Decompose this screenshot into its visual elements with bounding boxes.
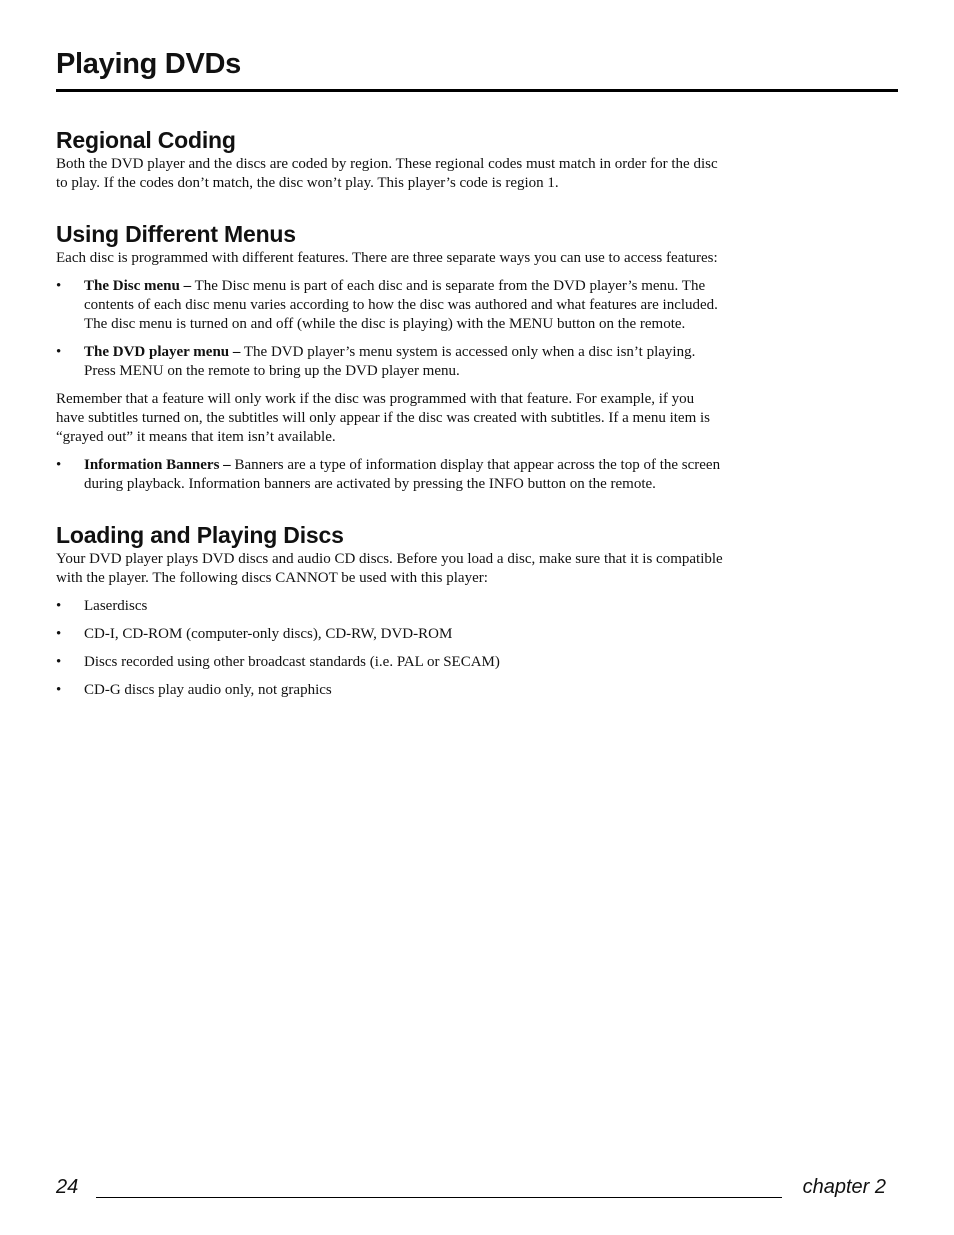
list-item bbox=[56, 653, 724, 672]
section-heading: Regional Coding bbox=[56, 127, 236, 153]
section-loading-discs bbox=[56, 521, 724, 700]
list-item-text: The Disc menu is part of each disc and is separate from the DVD player’s menu. The contents of each disc menu varies according to how the disc was authored and what features are included. The disc menu is turned on and off (while the disc is playing) with the MENU button on the remote. bbox=[84, 278, 718, 332]
list-item bbox=[56, 343, 724, 381]
list-item bbox=[56, 681, 724, 700]
bullet-glyph: • bbox=[56, 278, 62, 294]
list-item-term: The Disc menu – bbox=[84, 278, 192, 294]
list-item-text: The DVD player’s menu system is accessed only when a disc isn’t playing. Press MENU on the remote to bring up the DVD player menu. bbox=[84, 344, 696, 379]
section-using-menus bbox=[56, 220, 724, 494]
bullet-glyph: • bbox=[56, 457, 62, 473]
bullet-glyph: • bbox=[56, 654, 62, 670]
list-item-text: Discs recorded using other broadcast standards (i.e. PAL or SECAM) bbox=[84, 654, 500, 670]
chapter-label: chapter 2 bbox=[802, 1176, 886, 1198]
section-paragraph: Your DVD player plays DVD discs and audio CD discs. Before you load a disc, make sure that it is compatible with the player. The following discs CANNOT be used with this player: bbox=[56, 551, 723, 586]
list-item-term: The DVD player menu – bbox=[84, 344, 241, 360]
section-regional-coding bbox=[56, 126, 724, 193]
list-item-text: Laserdiscs bbox=[84, 598, 148, 614]
section-paragraph: Each disc is programmed with different features. There are three separate ways you can use to access features: bbox=[56, 250, 718, 266]
section-paragraph: Both the DVD player and the discs are coded by region. These regional codes must match in order for the disc to play. If the codes don’t match, the disc won’t play. This player’s code is region 1. bbox=[56, 156, 718, 191]
bullet-list bbox=[56, 597, 724, 700]
page-title: Playing DVDs bbox=[56, 48, 241, 80]
bullet-glyph: • bbox=[56, 682, 62, 698]
list-item-text: CD-I, CD-ROM (computer-only discs), CD-RW, DVD-ROM bbox=[84, 626, 453, 642]
title-rule bbox=[56, 89, 898, 92]
bullet-glyph: • bbox=[56, 598, 62, 614]
page-footer bbox=[56, 1176, 886, 1202]
page-number: 24 bbox=[56, 1176, 79, 1198]
section-heading: Using Different Menus bbox=[56, 221, 296, 247]
section-paragraph: Remember that a feature will only work if the disc was programmed with that feature. For example, if you have subtitles turned on, the subtitles will only appear if the disc was created with subtitles. If a menu item is “grayed out” it means that item isn’t available. bbox=[56, 391, 711, 445]
bullet-glyph: • bbox=[56, 344, 62, 360]
bullet-list bbox=[56, 277, 724, 381]
list-item-text: Banners are a type of information display that appear across the top of the screen during playback. Information banners are activated by pressing the INFO button on the remote. bbox=[84, 457, 721, 492]
list-item-term: Information Banners – bbox=[84, 457, 231, 473]
section-heading: Loading and Playing Discs bbox=[56, 522, 344, 548]
list-item bbox=[56, 456, 724, 494]
footer-rule bbox=[96, 1197, 782, 1198]
list-item-text: CD-G discs play audio only, not graphics bbox=[84, 682, 332, 698]
list-item bbox=[56, 597, 724, 616]
list-item bbox=[56, 277, 724, 334]
bullet-glyph: • bbox=[56, 626, 62, 642]
page-content bbox=[56, 126, 724, 727]
bullet-list bbox=[56, 456, 724, 494]
list-item bbox=[56, 625, 724, 644]
